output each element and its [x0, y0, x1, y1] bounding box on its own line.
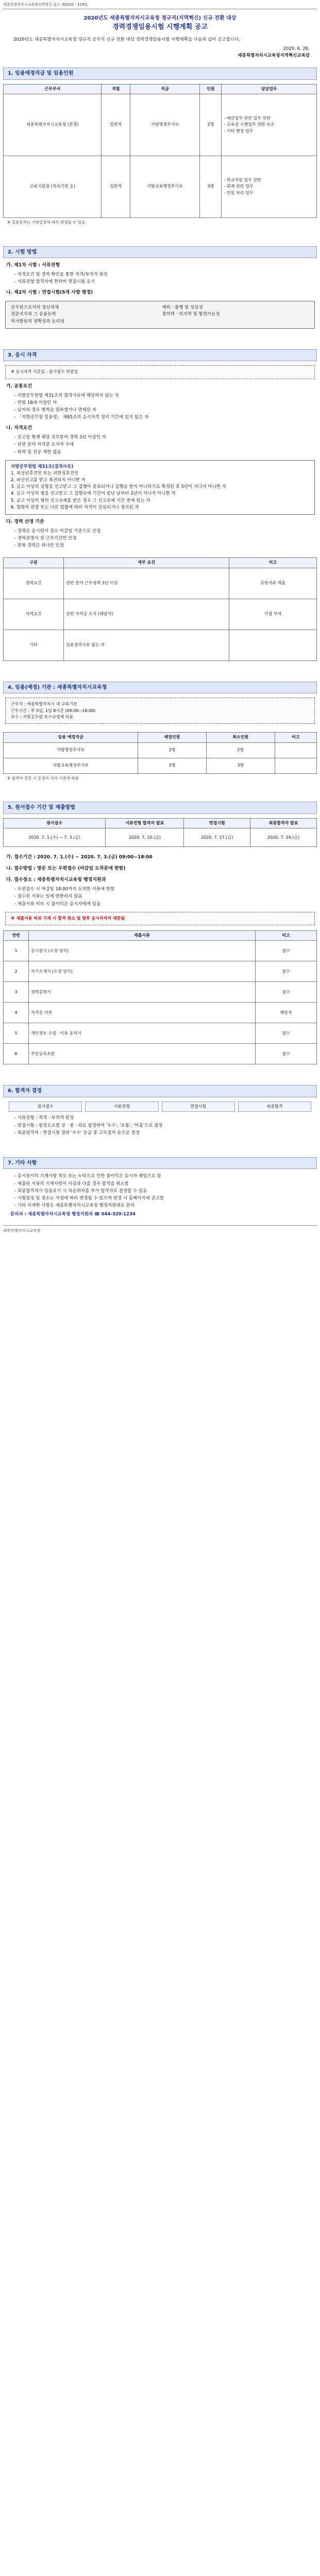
- list-item: - 남자의 경우 병역을 필하였거나 면제된 자: [14, 407, 317, 414]
- cell: 가점 부여: [229, 599, 316, 630]
- criteria-item: 창의력 · 의지력 및 발전가능성: [162, 312, 220, 317]
- cell: - 예산업무 관련 업무 전반 - 교육감 수행업무 전반 보조 - 기타 행정 업무: [222, 94, 317, 156]
- section-2-heading: 2. 시험 방법: [3, 246, 317, 259]
- announcement-number: 세종특별자치시교육청지역혁신 공고 제2020 - 118호: [3, 2, 317, 9]
- list-item: - 경력은 응시원서 접수 마감일 기준으로 산정: [14, 528, 317, 535]
- table-row: [4, 630, 317, 660]
- box-line: 5. 금고 이상의 형의 선고유예를 받은 경우 그 선고유예 기간 중에 있는 자: [11, 498, 150, 503]
- list: [14, 886, 317, 908]
- list-item: - 자격요건 및 경력 확인을 통한 적격/부적격 판정: [14, 272, 317, 278]
- cell: 2020. 7. 24.(금): [250, 828, 317, 847]
- list-item: - 제출된 서류의 기재사항이 사실과 다를 경우 합격을 취소함: [14, 1181, 317, 1188]
- cell: 필수: [256, 1023, 317, 1044]
- cell: 필수: [256, 982, 317, 1003]
- list-item: - 중복 경력은 하나만 인정: [14, 543, 317, 549]
- list: [14, 1173, 317, 1209]
- cell: 2020. 7. 17.(금): [184, 828, 250, 847]
- flow-step: 서류전형: [85, 1101, 158, 1112]
- cell: [275, 742, 316, 758]
- table-note: ※ 합격자 결정 시 동점자 처리 기준에 따름: [7, 775, 79, 781]
- col-header: 비고: [275, 733, 316, 742]
- cell: 자기소개서 (소정 양식): [29, 961, 256, 982]
- list-item: - 공고일 현재 해당 직무분야 경력 3년 이상인 자: [14, 434, 317, 441]
- cell: 2명: [138, 742, 207, 758]
- box-line: 6. 법원의 판결 또는 다른 법률에 따라 자격이 상실되거나 정지된 자: [11, 504, 139, 510]
- info-line: 보수 : 지방공무원 보수규정에 따름: [11, 715, 74, 720]
- table-row: [4, 742, 317, 758]
- disqualification-box: [5, 460, 315, 515]
- notice-page: [3, 2, 317, 1234]
- cell: 임용결격사유 없는 자: [64, 630, 229, 660]
- cell: 필수: [256, 961, 317, 982]
- cell: 자격증 사본: [29, 1003, 256, 1023]
- list-item: - 최종합격자 : 면접시험 결과 '우수' 등급 중 고득점자 순으로 결정: [14, 1130, 317, 1137]
- cell: 개인정보 수집 · 이용 동의서: [29, 1023, 256, 1044]
- table-row: [4, 156, 317, 217]
- schedule-table: [3, 818, 317, 847]
- list-item: - 학력 및 전공 제한 없음: [14, 449, 317, 456]
- cell: 증빙서류 제출: [229, 568, 316, 599]
- info-line: 근무지 : 세종특별자치시 내 교육기관: [11, 702, 77, 707]
- subheading: 나. 자격요건: [6, 426, 32, 431]
- col-header: 제출서류: [29, 931, 256, 941]
- cell: 지방행정주사보: [130, 94, 199, 156]
- col-header: 직렬: [102, 84, 130, 94]
- table-note: ※ 임용일자는 시험일정에 따라 변경될 수 있음.: [7, 219, 87, 225]
- table-row: [4, 1023, 317, 1044]
- cell: 경력요건: [4, 568, 64, 599]
- col-header: 배정인원: [138, 733, 207, 742]
- cell: 기타: [4, 630, 64, 660]
- cell: 1: [4, 941, 29, 961]
- cell: 관련 자격증 소지 (해당자): [64, 599, 229, 630]
- list-item: - 제출서류 미비 시 불이익은 응시자에게 있음: [14, 901, 317, 908]
- criteria-item: 의사발표의 정확성과 논리성: [11, 318, 64, 324]
- table-row: [4, 828, 317, 847]
- cell: 2: [4, 961, 29, 982]
- positions-table: [3, 84, 317, 218]
- box-line: 2. 파산선고를 받고 복권되지 아니한 자: [11, 478, 86, 483]
- col-header: 임용 예정직급: [4, 733, 138, 742]
- process-flow: [7, 1101, 313, 1112]
- col-header: 인원: [200, 84, 222, 94]
- section-3-heading: 3. 응시 자격: [3, 349, 317, 362]
- eligibility-basis-box: ※ 응시자격 기준일 : 원서접수 마감일: [5, 365, 315, 379]
- list-item: - 면접시험 : 평정요소별 상 · 중 · 하로 평정하여 '우수', '보통', '미흡'으로 결정: [14, 1123, 317, 1129]
- table-row: [4, 1044, 317, 1064]
- subheading: 나. 접수방법 : 방문 또는 우편접수 (마감일 도착분에 한함): [6, 866, 126, 872]
- list: [14, 393, 317, 421]
- col-header: 세부 요건: [64, 558, 229, 568]
- list-item: - 접수된 서류는 일체 반환하지 않음: [14, 893, 317, 900]
- cell: 3명: [200, 156, 222, 217]
- cell: 해당자: [256, 1003, 317, 1023]
- cell: 지방교육행정주사보: [130, 156, 199, 217]
- table-row: [4, 1003, 317, 1023]
- cell: [229, 630, 316, 660]
- table-row: [4, 599, 317, 630]
- issuing-org: 세종특별자치시교육청지역혁신교육감: [238, 53, 310, 58]
- cell: 4: [4, 1003, 29, 1023]
- contact-info: 문의처 : 세종특별자치시교육청 행정지원과 ☎ 044-320-1234: [10, 1212, 136, 1217]
- cell: 일반직: [102, 156, 130, 217]
- criteria-item: 예의 · 품행 및 성실성: [162, 305, 203, 311]
- cell: 지방교육행정주사보: [4, 758, 138, 773]
- section-4-heading: 4. 임용(예정) 기관 : 세종특별자치시교육청: [3, 682, 317, 694]
- table-row: [4, 568, 317, 599]
- col-header: 서류전형 합격자 발표: [106, 818, 184, 828]
- cell: 자격요건: [4, 599, 64, 630]
- cell: 필수: [256, 941, 317, 961]
- list-item: - 관련 분야 자격증 소지자 우대: [14, 442, 317, 448]
- flow-step: 면접시험: [162, 1101, 235, 1112]
- col-header: 직급: [130, 84, 199, 94]
- title-line-2: 경력경쟁임용시험 시행계획 공고: [112, 23, 208, 31]
- page-title: [3, 14, 317, 33]
- table-row: [4, 941, 317, 961]
- documents-table: [3, 930, 317, 1064]
- subheading: 가. 공통요건: [6, 383, 32, 389]
- cell: 응시원서 (소정 양식): [29, 941, 256, 961]
- subheading: 다. 경력 산정 기준: [6, 519, 44, 524]
- flow-step: 최종합격: [238, 1101, 311, 1112]
- list-item: - 연령 18세 이상인 자: [14, 400, 317, 406]
- cell: 경력증명서: [29, 982, 256, 1003]
- cell: 지방행정주사보: [4, 742, 138, 758]
- criteria-item: 공무원으로서의 정신자세: [11, 305, 59, 311]
- interview-criteria-box: [5, 301, 315, 329]
- requirements-table: [3, 557, 317, 660]
- list: [14, 434, 317, 456]
- list-item: - 최종합격자가 임용포기 시 차순위자를 추가 합격자로 결정할 수 있음: [14, 1188, 317, 1195]
- list-item: - 시험일정 및 장소는 사정에 따라 변경될 수 있으며 변경 시 홈페이지에 공고함: [14, 1195, 317, 1202]
- col-header: 근무부서: [4, 84, 102, 94]
- col-header: 원서접수: [4, 818, 106, 828]
- cell: 6: [4, 1044, 29, 1064]
- subheading: 가. 제1차 시험 : 서류전형: [6, 263, 60, 268]
- section-6-heading: 6. 합격자 결정: [3, 1085, 317, 1097]
- list-item: - 경력증명서 상 근무기간만 인정: [14, 535, 317, 542]
- cell: 일반직: [102, 94, 130, 156]
- list: [14, 272, 317, 285]
- cell: 세종특별자치시교육청 (본청): [4, 94, 102, 156]
- cell: 관련 분야 근무경력 3년 이상: [64, 568, 229, 599]
- warning-note: ※ 제출서류 허위 기재 시 합격 취소 및 향후 응시자격이 제한됨: [5, 912, 315, 925]
- cell: 3명: [138, 758, 207, 773]
- box-line: 3. 금고 이상의 실형을 선고받고 그 집행이 종료되거나 집행을 받지 아니하기로 확정된 후 5년이 지나지 아니한 자: [11, 484, 227, 490]
- cell: 교육지원청 (직속기관 등): [4, 156, 102, 217]
- list-item: - 「지방공무원 임용령」 제65조의 응시자격 정지 기간에 있지 않은 자: [14, 414, 317, 421]
- cell: - 학교지원 업무 전반 - 회계 관련 업무 - 민원 처리 업무: [222, 156, 317, 217]
- list: [14, 528, 317, 550]
- col-header: 비고: [229, 558, 316, 568]
- section-1-heading: 1. 임용예정직급 및 임용인원: [3, 67, 317, 80]
- box-line: 4. 금고 이상의 형을 선고받고 그 집행유예 기간이 끝난 날부터 2년이 지나지 아니한 자: [11, 491, 176, 497]
- subheading: 나. 제2차 시험 : 면접시험(5개 사항 평정): [6, 290, 93, 296]
- cell: 3명: [206, 758, 275, 773]
- list-item: - 지방공무원법 제31조의 결격사유에 해당하지 않는 자: [14, 393, 317, 399]
- col-header: 면접시험: [184, 818, 250, 828]
- criteria-item: 전문지식과 그 응용능력: [11, 312, 56, 317]
- list-item: - 응시원서의 기재사항 착오 또는 누락으로 인한 불이익은 응시자 책임으로 함: [14, 1173, 317, 1180]
- col-header: 비고: [256, 931, 317, 941]
- lead-text: 2020년도 세종특별자치시교육청 정규직 공무직 신규 전환 대상 경력경쟁임용시험 시행계획을 다음과 같이 공고합니다.: [13, 37, 240, 43]
- cell: 2020. 7. 10.(금): [106, 828, 184, 847]
- list-item: - 우편접수 시 마감일 18:00까지 도착한 서류에 한함: [14, 886, 317, 893]
- subheading: 다. 접수장소 : 세종특별자치시교육청 행정지원과: [6, 877, 106, 883]
- info-line: 근무시간 : 주 5일, 1일 8시간 (09:00~18:00): [11, 708, 96, 713]
- table-row: [4, 961, 317, 982]
- title-line-1: 2020년도 세종특별자치시교육청 정규직(지역혁신) 신규 전환 대상: [83, 15, 237, 21]
- cell: 2020. 7. 1.(수) ~ 7. 3.(금): [4, 828, 106, 847]
- col-header: 최소인원: [206, 733, 275, 742]
- workplace-box: [5, 698, 315, 724]
- cell: 5: [4, 1023, 29, 1044]
- table-row: [4, 758, 317, 773]
- notice-date: 2020. 6. 26.: [283, 46, 310, 52]
- allocation-table: [3, 732, 317, 773]
- cell: 3: [4, 982, 29, 1003]
- subheading: 가. 접수기간 : 2020. 7. 1.(수) ~ 2020. 7. 3.(금) 09:00~18:00: [6, 855, 153, 860]
- section-7-heading: 7. 기타 사항: [3, 1157, 317, 1170]
- footer: 세종특별자치시교육청: [3, 1225, 317, 1234]
- col-header: 담당업무: [222, 84, 317, 94]
- cell: 2명: [200, 94, 222, 156]
- list: [14, 1115, 317, 1137]
- table-row: [4, 94, 317, 156]
- col-header: 연번: [4, 931, 29, 941]
- cell: 2명: [206, 742, 275, 758]
- list-item: - 서류전형 합격자에 한하여 면접시험 응시: [14, 279, 317, 285]
- table-row: [4, 982, 317, 1003]
- cell: [275, 758, 316, 773]
- section-5-heading: 5. 원서접수 기간 및 제출방법: [3, 802, 317, 814]
- flow-step: 원서접수: [9, 1101, 82, 1112]
- list-item: - 서류전형 : 적격 · 부적격 판정: [14, 1115, 317, 1122]
- box-title: 지방공무원법 제31조(결격사유): [11, 464, 74, 469]
- list-item: - 기타 자세한 사항은 세종특별자치시교육청 행정지원과로 문의: [14, 1202, 317, 1209]
- box-line: 1. 피성년후견인 또는 피한정후견인: [11, 470, 79, 476]
- col-header: 구분: [4, 558, 64, 568]
- cell: 필수: [256, 1044, 317, 1064]
- col-header: 최종합격자 발표: [250, 818, 317, 828]
- cell: 주민등록초본: [29, 1044, 256, 1064]
